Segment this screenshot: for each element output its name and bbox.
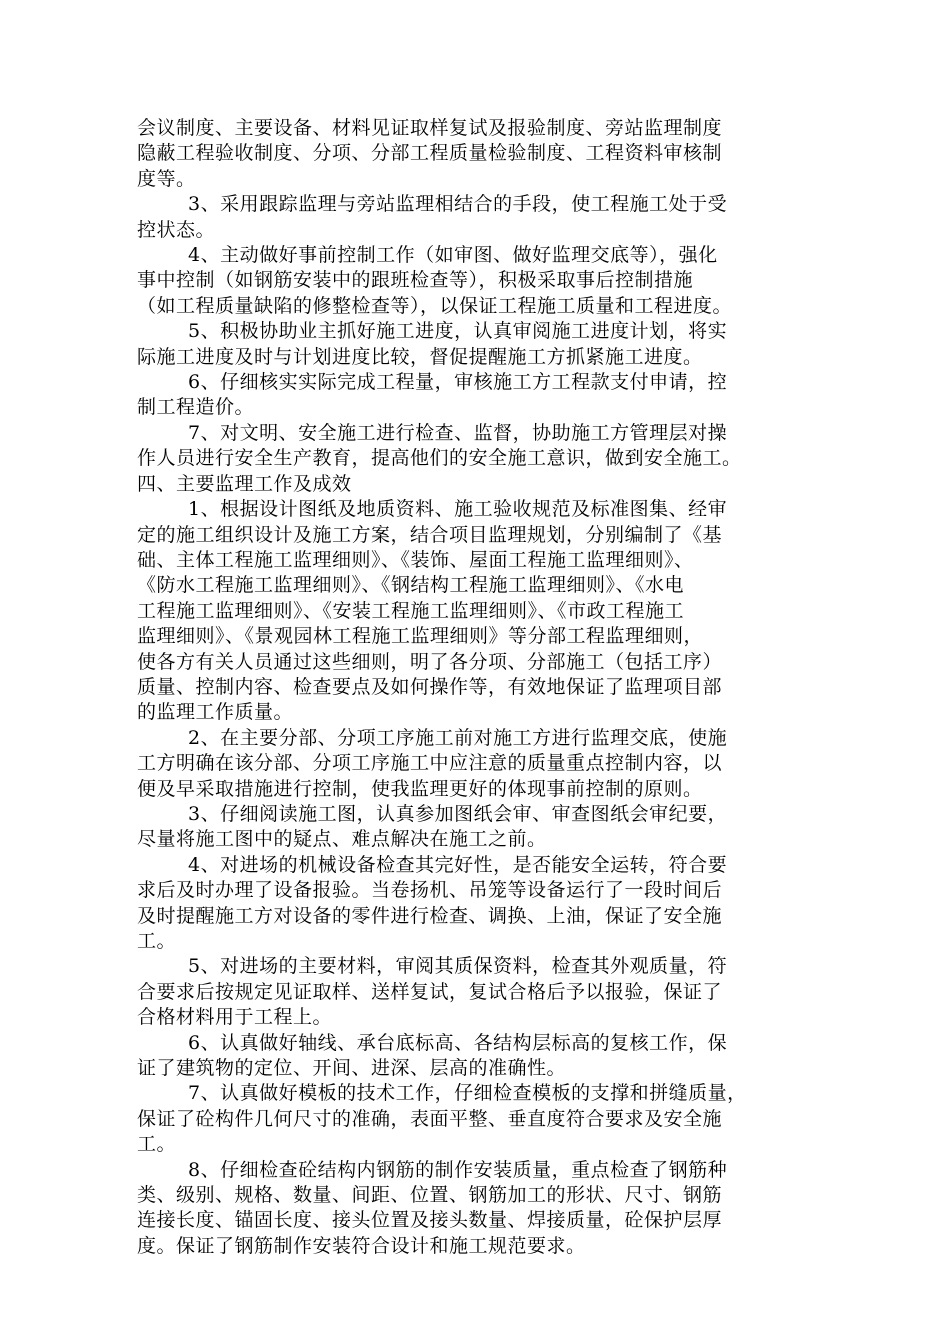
text-line: 础、主体工程施工监理细则》、《装饰、屋面工程施工监理细则》、 [137, 548, 694, 571]
document-body [137, 116, 817, 1259]
text-line: 监理细则》、《景观园林工程施工监理细则》等分部工程监理细则， [137, 625, 704, 648]
text-line: 6、认真做好轴线、承台底标高、各结构层标高的复核工作，保 [188, 1031, 728, 1054]
text-line: 使各方有关人员通过这些细则，明了各分项、分部施工（包括工序） [137, 650, 723, 673]
text-line: 7、认真做好模板的技术工作，仔细检查模板的支撑和拼缝质量， [188, 1082, 747, 1105]
text-line: 隐蔽工程验收制度、分项、分部工程质量检验制度、工程资料审核制 [137, 142, 723, 165]
text-line: 合要求后按规定见证取样、送样复试，复试合格后予以报验，保证了 [137, 980, 723, 1003]
text-line: 度等。 [137, 167, 196, 190]
text-line: 的监理工作质量。 [137, 701, 294, 724]
text-line: 1、根据设计图纸及地质资料、施工验收规范及标准图集、经审 [188, 498, 728, 521]
text-line: 工。 [137, 930, 177, 952]
text-line: 4、主动做好事前控制工作（如审图、做好监理交底等），强化 [188, 244, 718, 267]
text-line: 5、对进场的主要材料，审阅其质保资料，检查其外观质量，符 [188, 955, 728, 978]
text-line: 际施工进度及时与计划进度比较，督促提醒施工方抓紧施工进度。 [137, 345, 703, 368]
text-line: 3、仔细阅读施工图，认真参加图纸会审、审查图纸会审纪要， [188, 802, 728, 825]
text-line: 连接长度、锚固长度、接头位置及接头数量、焊接质量，砼保护层厚 [137, 1209, 723, 1232]
text-line: 《防水工程施工监理细则》、《钢结构工程施工监理细则》、《水电 [137, 574, 685, 597]
text-line: 度。保证了钢筋制作安装符合设计和施工规范要求。 [137, 1234, 586, 1257]
text-line: 7、对文明、安全施工进行检查、监督，协助施工方管理层对操 [188, 421, 728, 444]
text-line: 4、对进场的机械设备检查其完好性，是否能安全运转，符合要 [188, 853, 728, 876]
text-line: 2、在主要分部、分项工序施工前对施工方进行监理交底，使施 [188, 726, 728, 749]
text-line: 工。 [137, 1133, 177, 1156]
text-line: 3、采用跟踪监理与旁站监理相结合的手段，使工程施工处于受 [188, 193, 728, 216]
text-line: （如工程质量缺陷的修整检查等），以保证工程施工质量和工程进度。 [137, 294, 733, 317]
text-line: 制工程造价。 [137, 396, 255, 419]
text-line: 作人员进行安全生产教育，提高他们的安全施工意识，做到安全施工。 [137, 447, 742, 470]
text-line: 证了建筑物的定位、开间、进深、层高的准确性。 [137, 1057, 567, 1080]
text-line: 工方明确在该分部、分项工序施工中应注意的质量重点控制内容，以 [137, 752, 723, 775]
text-line: 工程施工监理细则》、《安装工程施工监理细则》、《市政工程施工 [137, 599, 685, 622]
text-line: 求后及时办理了设备报验。当卷扬机、吊笼等设备运行了一段时间后 [137, 879, 723, 902]
text-line: 控状态。 [137, 218, 216, 241]
text-line: 6、仔细核实实际完成工程量，审核施工方工程款支付申请，控 [188, 371, 728, 394]
text-line: 会议制度、主要设备、材料见证取样复试及报验制度、旁站监理制度 [137, 117, 723, 139]
text-line: 8、仔细检查砼结构内钢筋的制作安装质量，重点检查了钢筋种 [188, 1158, 728, 1181]
text-line: 及时提醒施工方对设备的零件进行检查、调换、上油，保证了安全施 [137, 904, 723, 927]
text-line: 类、级别、规格、数量、间距、位置、钢筋加工的形状、尺寸、钢筋 [137, 1184, 723, 1207]
text-line: 尽量将施工图中的疑点、难点解决在施工之前。 [137, 828, 547, 851]
text-line: 四、主要监理工作及成效 [137, 472, 352, 495]
text-line: 合格材料用于工程上。 [137, 1006, 333, 1029]
text-line: 事中控制（如钢筋安装中的跟班检查等），积极采取事后控制措施 [137, 269, 694, 292]
text-line: 便及早采取措施进行控制，使我监理更好的体现事前控制的原则。 [137, 777, 703, 800]
text-line: 质量、控制内容、检查要点及如何操作等，有效地保证了监理项目部 [137, 675, 723, 698]
text-line: 定的施工组织设计及施工方案，结合项目监理规划，分别编制了《基 [137, 523, 723, 546]
text-line: 保证了砼构件几何尺寸的准确，表面平整、垂直度符合要求及安全施 [137, 1107, 723, 1130]
text-line: 5、积极协助业主抓好施工进度，认真审阅施工进度计划，将实 [188, 320, 728, 343]
